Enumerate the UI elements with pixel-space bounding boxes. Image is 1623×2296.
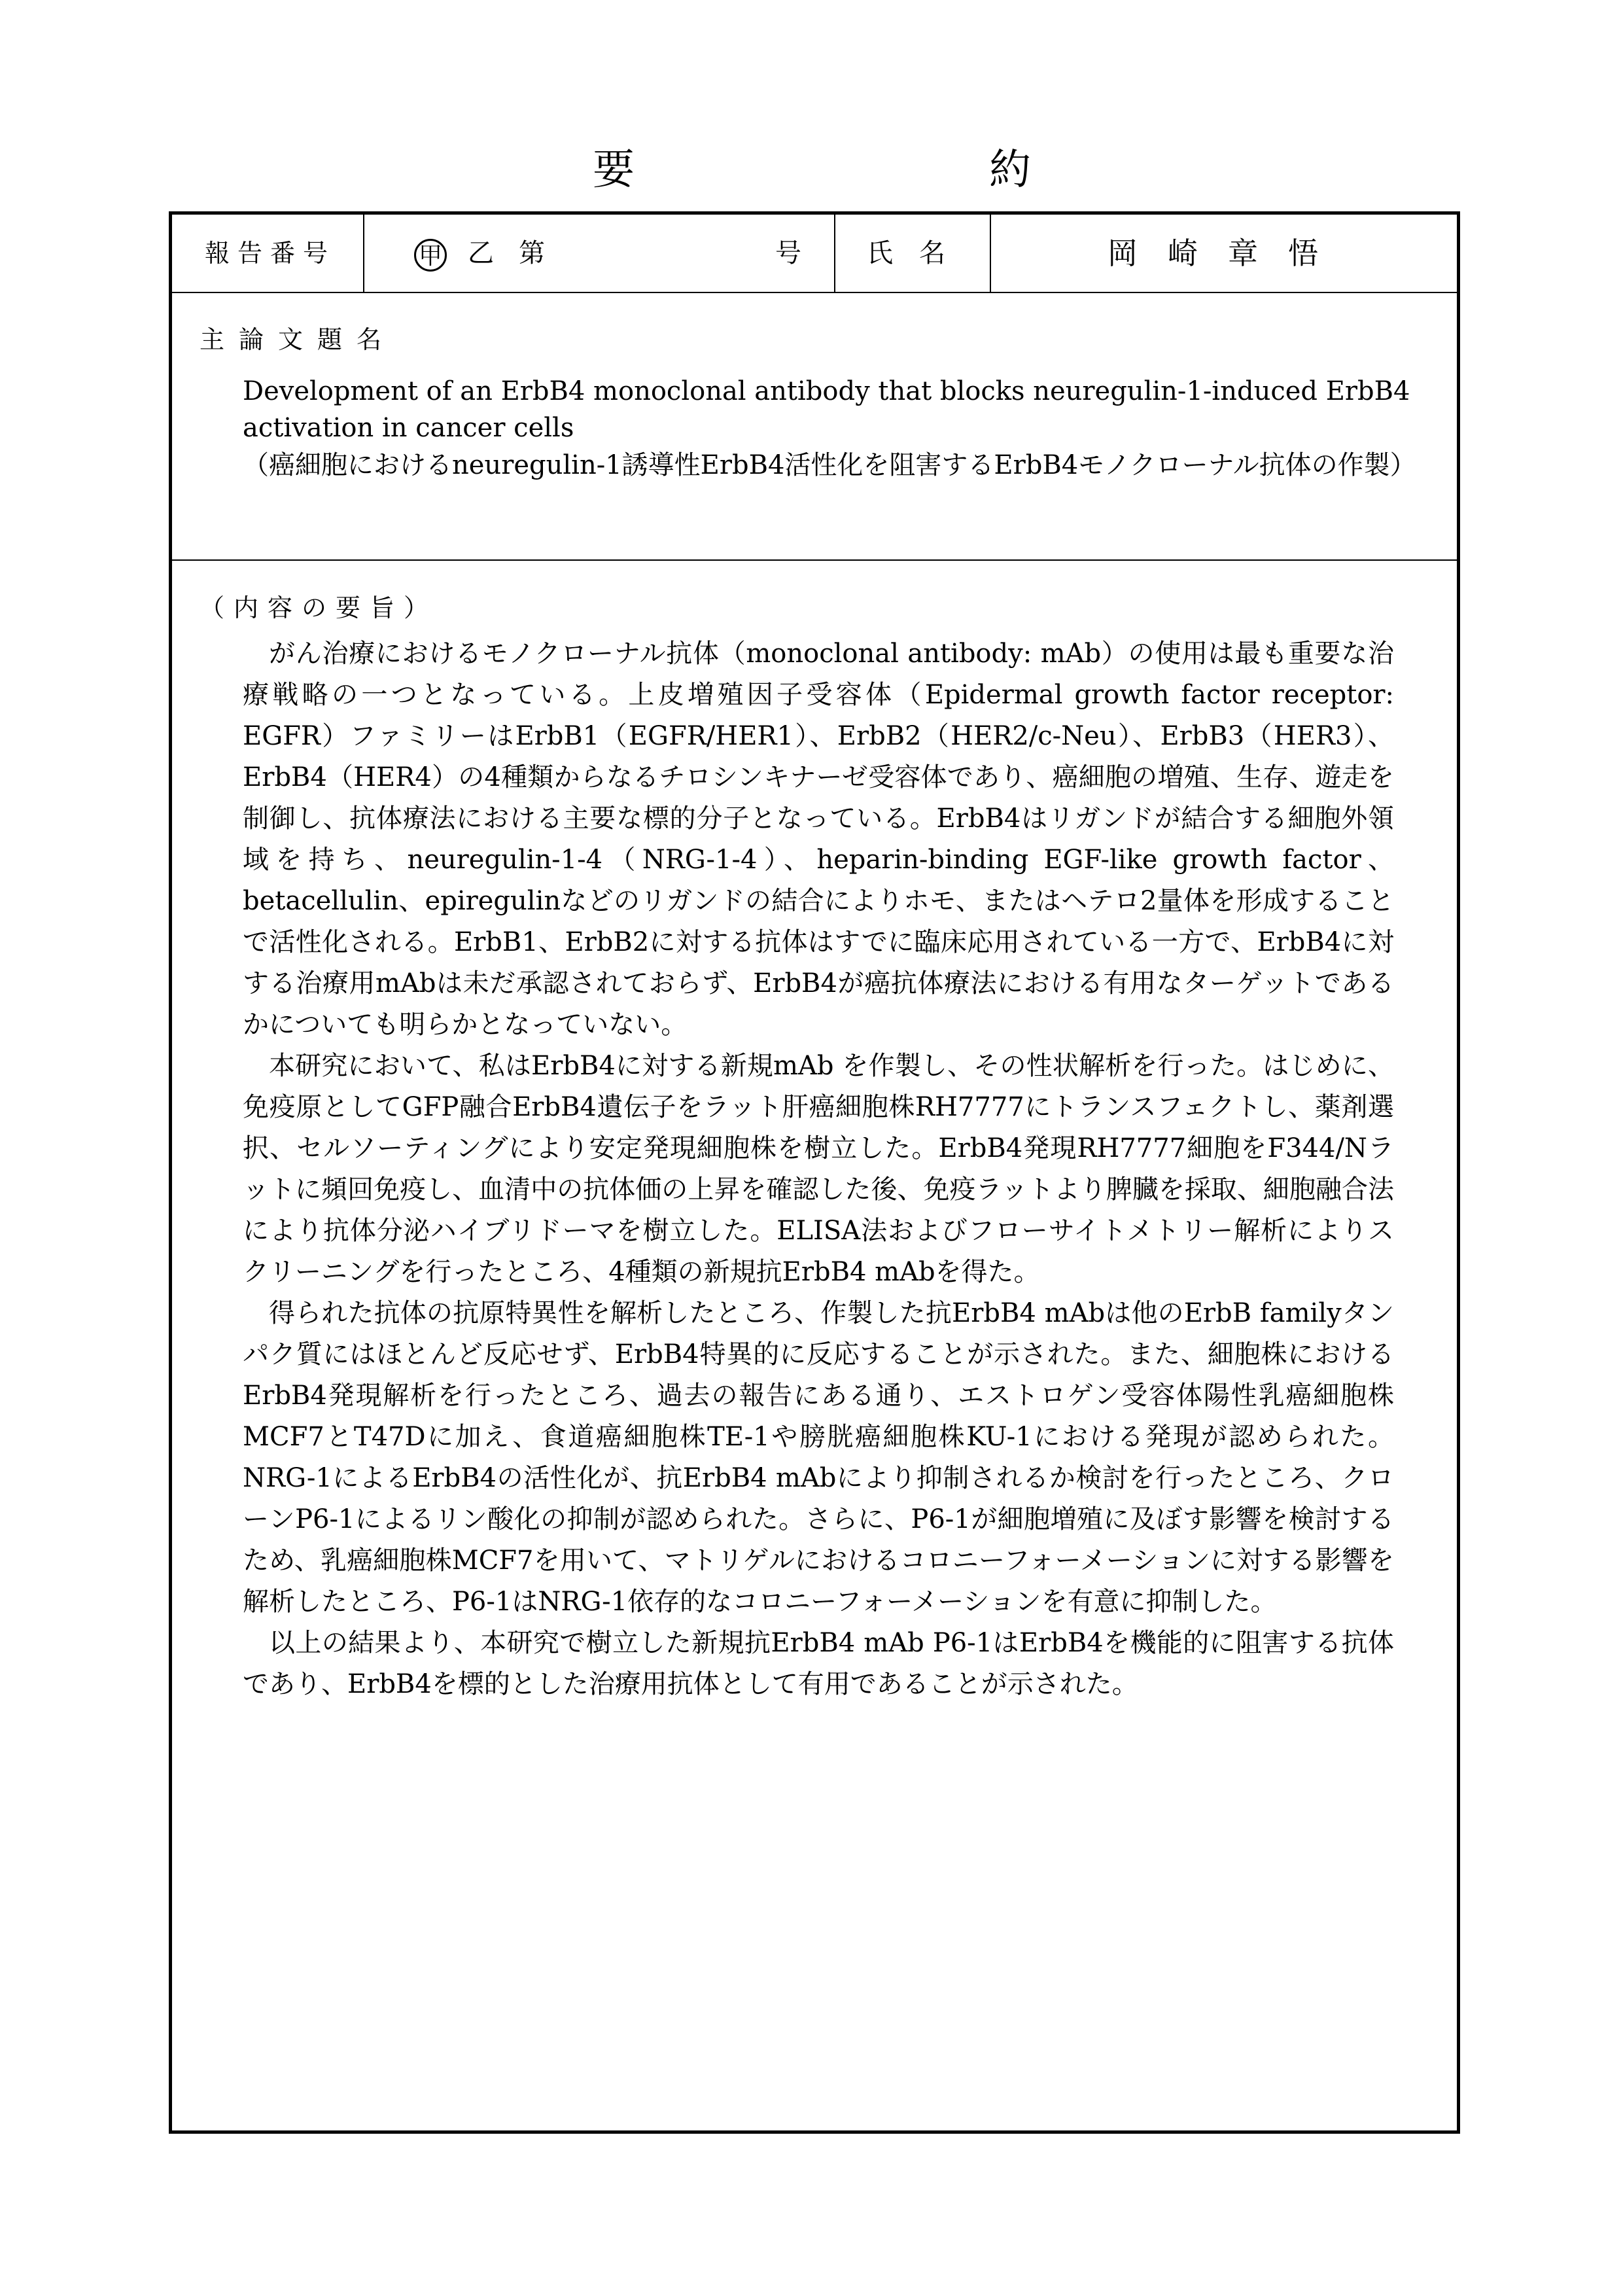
summary-paragraph: がん治療におけるモノクローナル抗体（monoclonal antibody: mAb）の使用は最も重要な治療戦略の一つとなっている。上皮増殖因子受容体（Epidermal growth factor receptor: EGFR）ファミリーはErbB1（EGFR/HER1）、ErbB2（HER2/c-Neu）、ErbB3（HER3）、ErbB4（HER4）の4種類からなるチロシンキナーゼ受容体であり、癌細胞の増殖、生存、遊走を制御し、抗体療法における主要な標的分子となっている。ErbB4はリガンドが結合する細胞外領域を持ち、neuregulin-1-4（NRG-1-4）、heparin-binding EGF-like growth factor、betacellulin、epiregulinなどのリガンドの結合によりホモ、またはヘテロ2量体を形成することで活性化される。ErbB1、ErbB2に対する抗体はすでに臨床応用されている一方で、ErbB4に対する治療用mAbは未だ承認されておらず、ErbB4が癌抗体療法における有用なターゲットであるかについても明らかとなっていない。 [243, 639, 1394, 1040]
thesis-title-japanese: （癌細胞におけるneuregulin-1誘導性ErbB4活性化を阻害するErbB4モノクローナル抗体の作製） [243, 450, 1416, 480]
document-title [0, 141, 1623, 200]
document-title-right-char: 約 [989, 146, 1031, 194]
row-divider [172, 292, 1457, 293]
circled-kou-mark: 甲 [414, 239, 447, 272]
report-number-label: 報告番号 [205, 239, 336, 268]
summary-paragraph: 本研究において、私はErbB4に対する新規mAb を作製し、その性状解析を行った。はじめに、免疫原としてGFP融合ErbB4遺伝子をラット肝癌細胞株RH7777にトランスフェクトし、薬剤選択、セルソーティングにより安定発現細胞株を樹立した。ErbB4発現RH7777細胞をF344/Nラットに頻回免疫し、血清中の抗体価の上昇を確認した後、免疫ラットより脾臓を採取、細胞融合法により抗体分泌ハイブリドーマを樹立した。ELISA法およびフローサイトメトリー解析によりスクリーニングを行ったところ、4種類の新規抗ErbB4 mAbを得た。 [243, 1051, 1394, 1287]
header-divider [363, 215, 364, 292]
header-divider [990, 215, 991, 292]
thesis-title-english: Development of an ErbB4 monoclonal antibody that blocks neuregulin-1-induced ErbB4 activation in cancer cells [243, 376, 1410, 443]
summary-paragraph: 以上の結果より、本研究で樹立した新規抗ErbB4 mAb P6-1はErbB4を機能的に阻害する抗体であり、ErbB4を標的とした治療用抗体として有用であることが示された。 [243, 1628, 1394, 1699]
summary-paragraph: 得られた抗体の抗原特異性を解析したところ、作製した抗ErbB4 mAbは他のErbB familyタンパク質にはほとんど反応せず、ErbB4特異的に反応することが示された。また、細胞株におけるErbB4発現解析を行ったところ、過去の報告にある通り、エストロゲン受容体陽性乳癌細胞株MCF7とT47Dに加え、食道癌細胞株TE-1や膀胱癌細胞株KU-1における発現が認められた。NRG-1によるErbB4の活性化が、抗ErbB4 mAbにより抑制されるか検討を行ったところ、クローンP6-1によるリン酸化の抑制が認められた。さらに、P6-1が細胞増殖に及ぼす影響を検討するため、乳癌細胞株MCF7を用いて、マトリゲルにおけるコロニーフォーメーションに対する影響を解析したところ、P6-1はNRG-1依存的なコロニーフォーメーションを有意に抑制した。 [243, 1298, 1394, 1617]
row-divider [172, 559, 1457, 561]
name-label: 氏 名 [867, 238, 945, 268]
report-number-otsu: 乙 [468, 238, 494, 268]
report-number-go: 号 [775, 238, 801, 268]
report-number-kou [414, 215, 447, 292]
summary-form [169, 211, 1460, 2134]
summary-body [243, 633, 1394, 1705]
summary-label: （内容の要旨） [200, 593, 438, 622]
author-name: 岡 崎 章 悟 [1108, 236, 1318, 271]
header-divider [834, 215, 835, 292]
document-title-left-char: 要 [593, 146, 635, 194]
report-number-dai: 第 [519, 238, 545, 268]
thesis-title-label: 主論文題名 [200, 325, 396, 354]
